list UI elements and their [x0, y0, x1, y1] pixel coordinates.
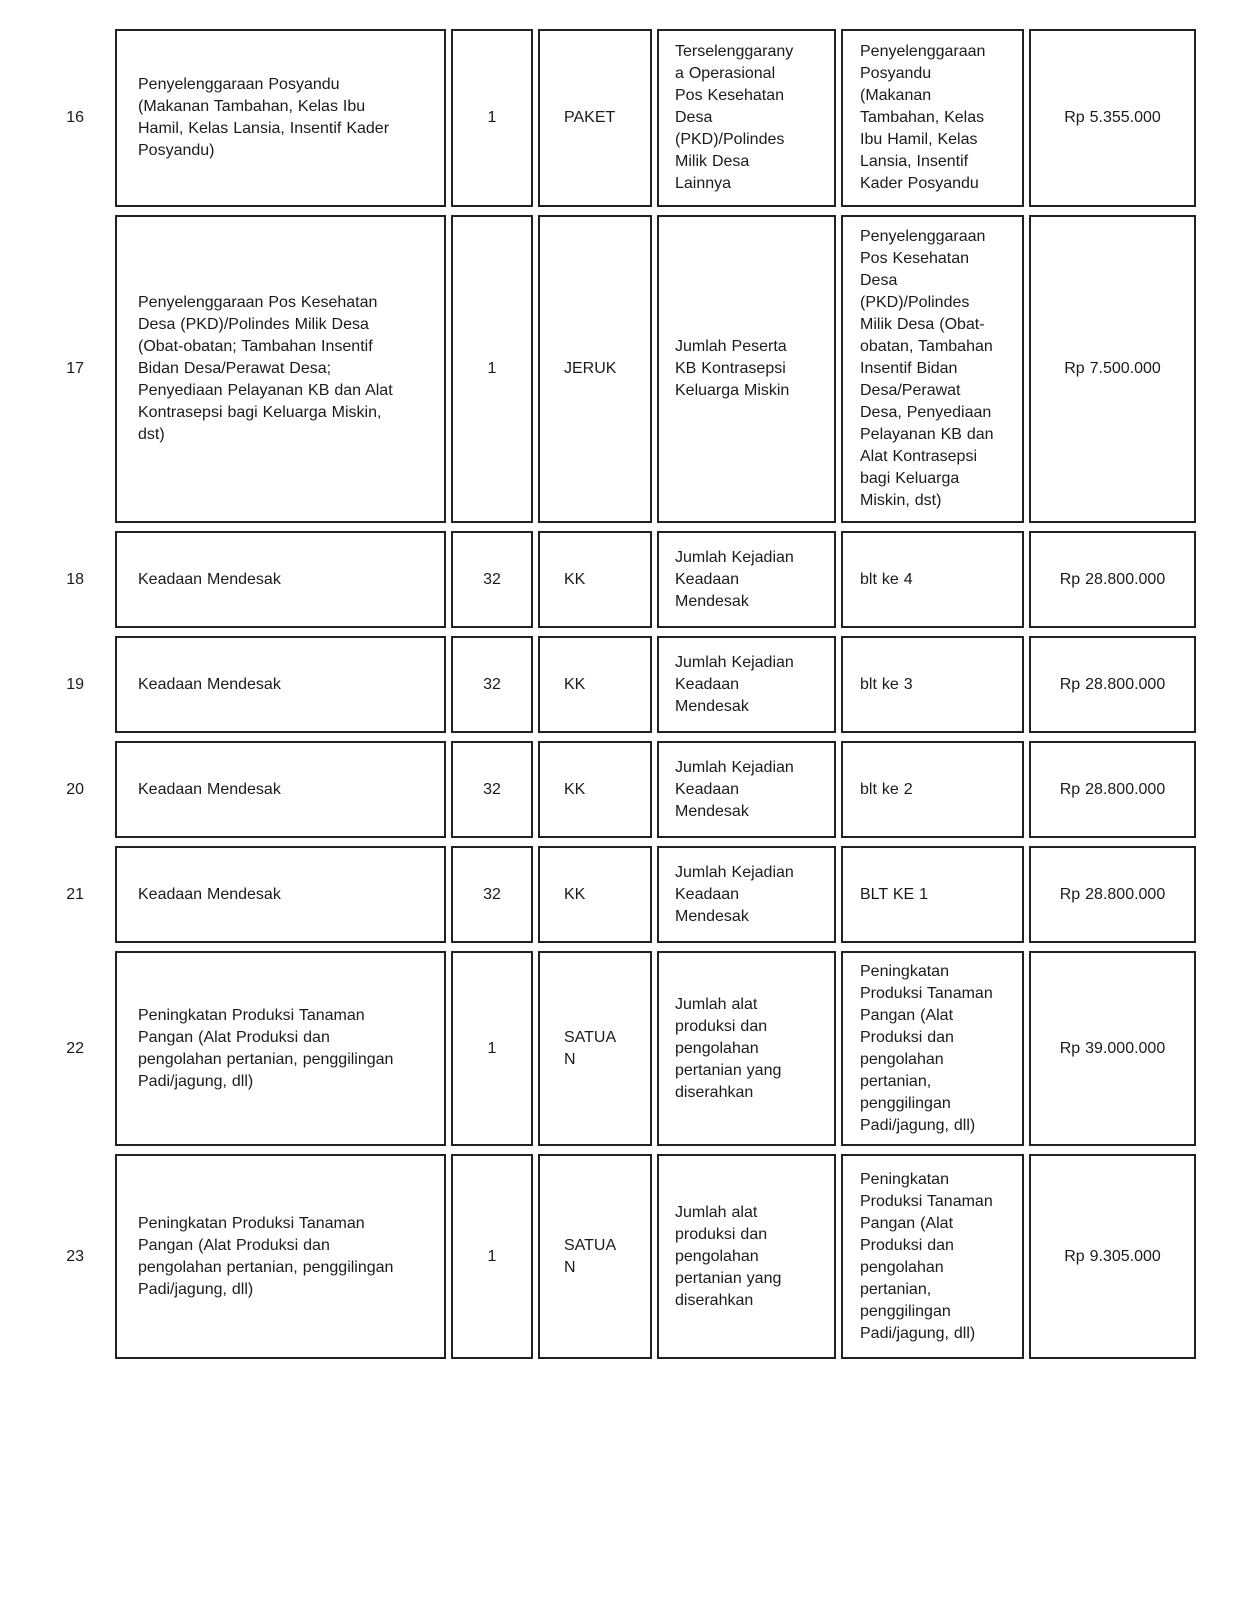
- table-row: [0, 215, 1196, 523]
- unit-cell: KK: [538, 741, 652, 838]
- output-description-cell: blt ke 4: [841, 531, 1024, 628]
- activity-description-cell: Keadaan Mendesak: [115, 741, 446, 838]
- activity-description-cell: Keadaan Mendesak: [115, 531, 446, 628]
- output-cell: Jumlah Kejadian Keadaan Mendesak: [657, 846, 836, 943]
- budget-amount-cell: Rp 39.000.000: [1029, 951, 1196, 1146]
- row-number-cell: 20: [0, 741, 110, 838]
- budget-amount-cell: Rp 5.355.000: [1029, 29, 1196, 207]
- activity-description-cell: Penyelenggaraan Pos Kesehatan Desa (PKD)/Polindes Milik Desa (Obat-obatan; Tambahan Insentif Bidan Desa/Perawat Desa; Penyediaan Pelayanan KB dan Alat Kontrasepsi bagi Keluarga Miskin, dst): [115, 215, 446, 523]
- unit-cell: PAKET: [538, 29, 652, 207]
- document-page: [0, 21, 1236, 1621]
- table-row: [0, 1154, 1196, 1359]
- unit-cell: KK: [538, 531, 652, 628]
- activity-description-cell: Peningkatan Produksi Tanaman Pangan (Alat Produksi dan pengolahan pertanian, penggilingan Padi/jagung, dll): [115, 951, 446, 1146]
- row-number-cell: 21: [0, 846, 110, 943]
- volume-cell: 32: [451, 531, 533, 628]
- output-cell: Terselenggaranya Operasional Pos Kesehatan Desa (PKD)/Polindes Milik Desa Lainnya: [657, 29, 836, 207]
- unit-cell: SATUAN: [538, 951, 652, 1146]
- budget-amount-cell: Rp 9.305.000: [1029, 1154, 1196, 1359]
- volume-cell: 1: [451, 951, 533, 1146]
- output-cell: Jumlah alat produksi dan pengolahan pertanian yang diserahkan: [657, 1154, 836, 1359]
- volume-cell: 1: [451, 29, 533, 207]
- table-row: [0, 951, 1196, 1146]
- output-cell: Jumlah Kejadian Keadaan Mendesak: [657, 636, 836, 733]
- table-row: [0, 29, 1196, 207]
- unit-cell: JERUK: [538, 215, 652, 523]
- unit-cell: KK: [538, 846, 652, 943]
- row-number-cell: 22: [0, 951, 110, 1146]
- budget-amount-cell: Rp 7.500.000: [1029, 215, 1196, 523]
- budget-amount-cell: Rp 28.800.000: [1029, 531, 1196, 628]
- budget-table: [0, 21, 1201, 1367]
- output-cell: Jumlah Kejadian Keadaan Mendesak: [657, 741, 836, 838]
- row-number-cell: 17: [0, 215, 110, 523]
- volume-cell: 32: [451, 846, 533, 943]
- row-number-cell: 18: [0, 531, 110, 628]
- volume-cell: 32: [451, 741, 533, 838]
- budget-amount-cell: Rp 28.800.000: [1029, 741, 1196, 838]
- table-row: [0, 636, 1196, 733]
- output-description-cell: Penyelenggaraan Posyandu (Makanan Tambahan, Kelas Ibu Hamil, Kelas Lansia, Insentif Kader Posyandu: [841, 29, 1024, 207]
- activity-description-cell: Peningkatan Produksi Tanaman Pangan (Alat Produksi dan pengolahan pertanian, penggilingan Padi/jagung, dll): [115, 1154, 446, 1359]
- output-description-cell: BLT KE 1: [841, 846, 1024, 943]
- budget-amount-cell: Rp 28.800.000: [1029, 636, 1196, 733]
- volume-cell: 1: [451, 1154, 533, 1359]
- output-cell: Jumlah Peserta KB Kontrasepsi Keluarga Miskin: [657, 215, 836, 523]
- output-description-cell: Peningkatan Produksi Tanaman Pangan (Alat Produksi dan pengolahan pertanian, penggilingan Padi/jagung, dll): [841, 951, 1024, 1146]
- unit-cell: KK: [538, 636, 652, 733]
- budget-amount-cell: Rp 28.800.000: [1029, 846, 1196, 943]
- activity-description-cell: Keadaan Mendesak: [115, 636, 446, 733]
- table-row: [0, 846, 1196, 943]
- output-cell: Jumlah Kejadian Keadaan Mendesak: [657, 531, 836, 628]
- table-row: [0, 531, 1196, 628]
- volume-cell: 32: [451, 636, 533, 733]
- output-cell: Jumlah alat produksi dan pengolahan pertanian yang diserahkan: [657, 951, 836, 1146]
- output-description-cell: blt ke 3: [841, 636, 1024, 733]
- activity-description-cell: Penyelenggaraan Posyandu (Makanan Tambahan, Kelas Ibu Hamil, Kelas Lansia, Insentif Kader Posyandu): [115, 29, 446, 207]
- unit-cell: SATUAN: [538, 1154, 652, 1359]
- table-row: [0, 741, 1196, 838]
- output-description-cell: Penyelenggaraan Pos Kesehatan Desa (PKD)/Polindes Milik Desa (Obat-obatan, Tambahan Insentif Bidan Desa/Perawat Desa, Penyediaan Pelayanan KB dan Alat Kontrasepsi bagi Keluarga Miskin, dst): [841, 215, 1024, 523]
- output-description-cell: Peningkatan Produksi Tanaman Pangan (Alat Produksi dan pengolahan pertanian, penggilingan Padi/jagung, dll): [841, 1154, 1024, 1359]
- row-number-cell: 19: [0, 636, 110, 733]
- output-description-cell: blt ke 2: [841, 741, 1024, 838]
- volume-cell: 1: [451, 215, 533, 523]
- row-number-cell: 16: [0, 29, 110, 207]
- row-number-cell: 23: [0, 1154, 110, 1359]
- activity-description-cell: Keadaan Mendesak: [115, 846, 446, 943]
